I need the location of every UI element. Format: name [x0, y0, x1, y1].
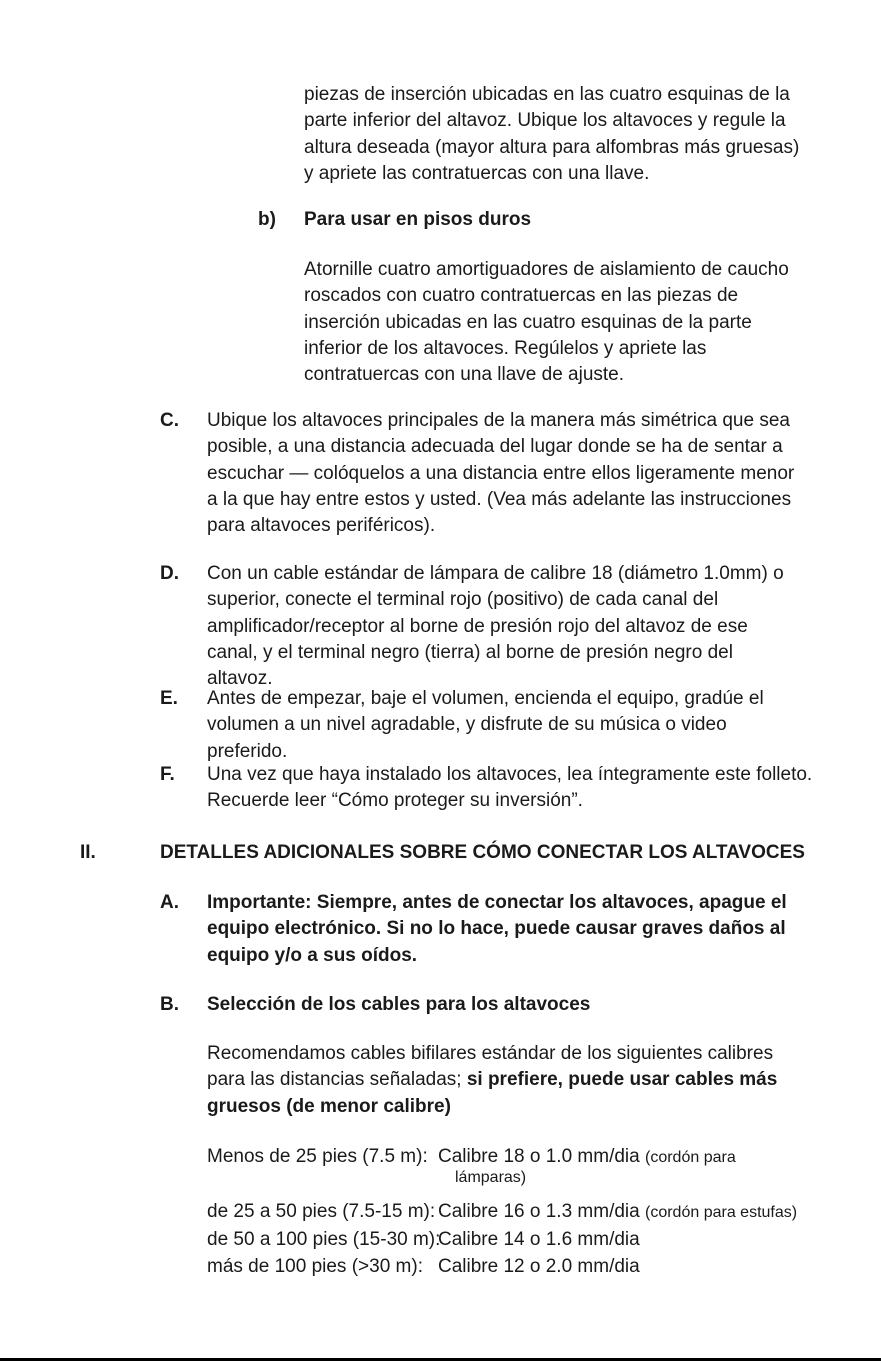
gauge-cell: Calibre 14 o 1.6 mm/dia — [438, 1228, 640, 1250]
item-e-label: E. — [160, 688, 178, 709]
item-f-label: F. — [160, 764, 175, 785]
item-d-label: D. — [160, 563, 179, 584]
item-b-heading: Para usar en pisos duros — [304, 209, 532, 230]
gauge-cell — [438, 1143, 736, 1172]
item-ii-a-label: A. — [160, 892, 179, 913]
gauge-text: Calibre 16 o 1.3 mm/dia — [438, 1201, 640, 1222]
item-c-label: C. — [160, 410, 179, 431]
item-ii-b-text-bold: si prefiere, puede usar cables más gruesos (de menor calibre) — [207, 1069, 778, 1117]
item-ii-b-heading: Selección de los cables para los altavoces — [207, 994, 591, 1015]
item-ii-b-label: B. — [160, 994, 179, 1015]
note-text: (cordón para estufas) — [645, 1204, 798, 1221]
item-e-text: Antes de empezar, baje el volumen, encienda el equipo, gradúe el volumen a un nivel agradable, y disfrute de su música o video preferido. — [207, 688, 764, 762]
gauge-text: Calibre 18 o 1.0 mm/dia — [438, 1146, 640, 1167]
note-continuation: lámparas) — [455, 1169, 527, 1186]
intro-paragraph: piezas de inserción ubicadas en las cuatro esquinas de la parte inferior del altavoz. Ubique los altavoces y regule la altura deseada (mayor altura para alfombras más gruesas) y apriete las contratuercas con una llave. — [304, 84, 800, 184]
item-ii-a-text: Importante: Siempre, antes de conectar los altavoces, apague el equipo electrónico. Si no lo hace, puede causar graves daños al equipo y/o a sus oídos. — [207, 892, 787, 966]
item-f-text: Una vez que haya instalado los altavoces, lea íntegramente este folleto. Recuerde leer “Cómo proteger su inversión”. — [207, 764, 813, 812]
item-b-text: Atornille cuatro amortiguadores de aislamiento de caucho roscados con cuatro contratuercas en las piezas de inserción ubicadas en las cuatro esquinas de la parte inferior de los altavoces. Regúlelos y apriete las contratuercas con una llave de ajuste. — [304, 259, 789, 386]
note-text: (cordón para — [645, 1149, 736, 1166]
section-ii-label: II. — [80, 842, 96, 863]
section-ii-heading: DETALLES ADICIONALES SOBRE CÓMO CONECTAR LOS ALTAVOCES — [160, 842, 805, 863]
gauge-cell — [438, 1198, 797, 1227]
item-ii-b-text-normal: Recomendamos cables bifilares estándar de los siguientes calibres para las distancias señaladas; — [207, 1043, 774, 1091]
item-b-label: b) — [258, 209, 276, 230]
distance-cell: de 50 a 100 pies (15-30 m): — [207, 1228, 441, 1250]
item-c-text: Ubique los altavoces principales de la manera más simétrica que sea posible, a una distancia adecuada del lugar donde se ha de sentar a escuchar — colóquelos a una distancia entre ellos ligeramente menor a la que hay entre estos y usted. (Vea más adelante las instrucciones para altavoces periféricos). — [207, 410, 795, 537]
distance-cell: de 25 a 50 pies (7.5-15 m): — [207, 1201, 436, 1222]
distance-cell: más de 100 pies (>30 m): — [207, 1256, 423, 1277]
item-d-text: Con un cable estándar de lámpara de calibre 18 (diámetro 1.0mm) o superior, conecte el terminal rojo (positivo) de cada canal del amplificador/receptor al borne de presión rojo del altavoz de ese canal, y el terminal negro (tierra) al borne de presión negro del altavoz. — [207, 563, 784, 690]
distance-cell: Menos de 25 pies (7.5 m): — [207, 1146, 428, 1167]
item-ii-b-text — [207, 1041, 807, 1120]
gauge-cell: Calibre 12 o 2.0 mm/dia — [438, 1256, 640, 1277]
